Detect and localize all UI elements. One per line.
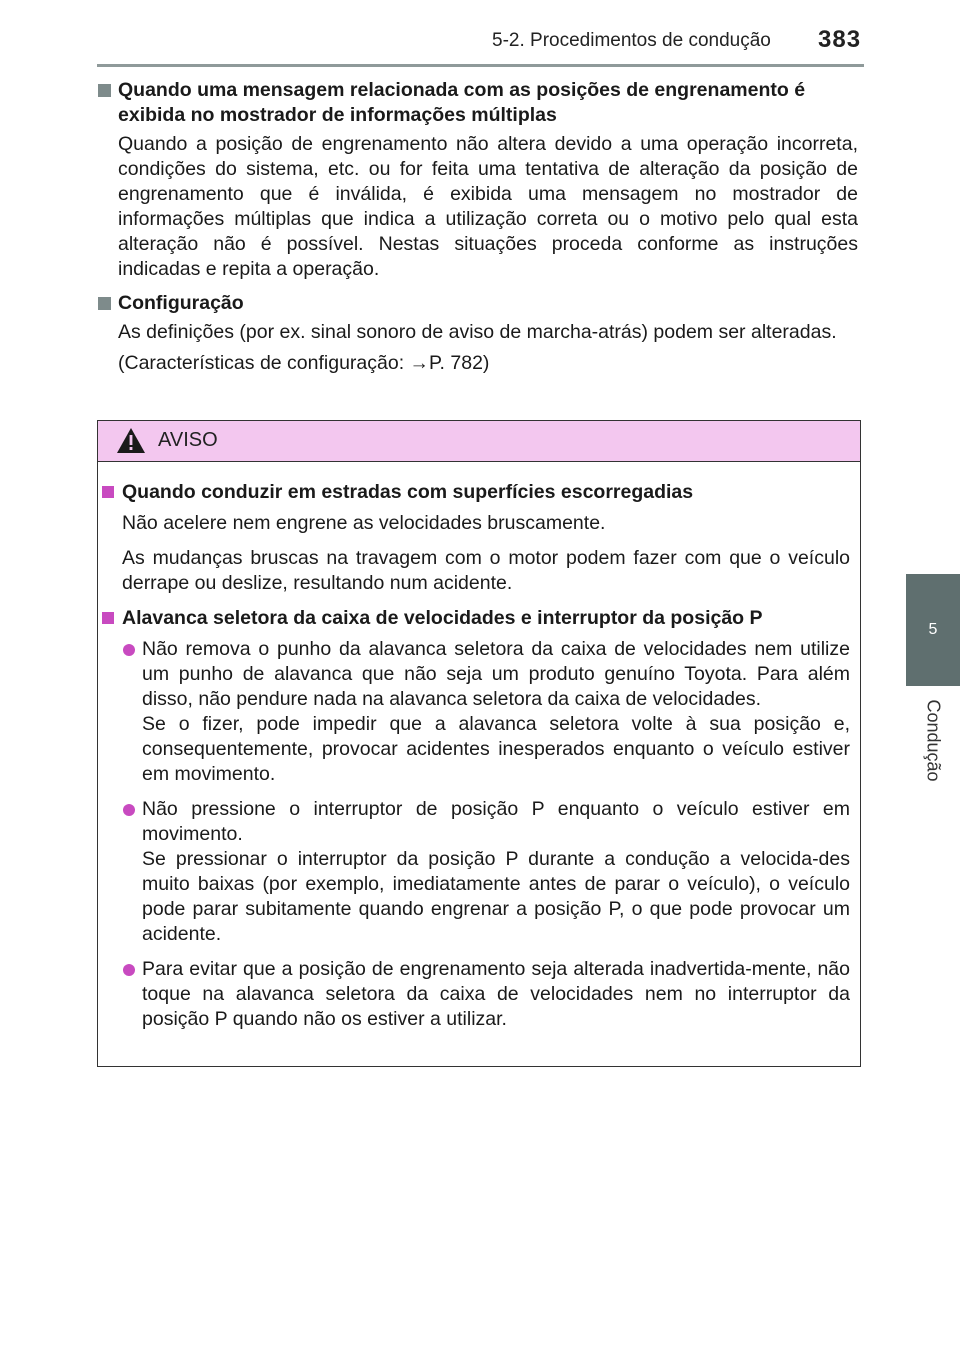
warning-section-title: Alavanca seletora da caixa de velocidades e interruptor da posição P (122, 607, 763, 629)
bullet-text: Não remova o punho da alavanca seletora da caixa de velocidades nem utilize um punho de alavanca que não seja um produto genuíno Toyota. Para além disso, não pendure nada na alavanca seletora da caixa de velocidades. (142, 638, 850, 710)
warning-bullet-item (102, 637, 850, 787)
circle-bullet-icon (123, 644, 135, 656)
chapter-label: Condução (923, 698, 944, 782)
warning-paragraph: As mudanças bruscas na travagem com o motor podem fazer com que o veículo derrape ou deslize, resultando num acidente. (122, 547, 850, 594)
warning-section-title: Quando conduzir em estradas com superfícies escorregadias (122, 481, 694, 503)
warning-paragraph: Não acelere nem engrene as velocidades bruscamente. (122, 512, 606, 534)
section-title: Quando uma mensagem relacionada com as posições de engrenamento é exibida no mostrador de informações múltiplas (118, 79, 806, 126)
chapter-tab-label (906, 690, 960, 790)
section-paragraph: As definições (por ex. sinal sonoro de aviso de marcha-atrás) podem ser alteradas. (118, 321, 837, 343)
warning-box (97, 420, 861, 1067)
square-bullet-icon (98, 84, 111, 97)
square-bullet-icon (98, 297, 111, 310)
warning-title: AVISO (158, 429, 218, 451)
main-content (98, 78, 858, 376)
chapter-number: 5 (928, 621, 938, 638)
warning-bullet-item (102, 797, 850, 947)
header-section-title: 5-2. Procedimentos de condução (492, 30, 771, 51)
warning-body (98, 462, 860, 1032)
bullet-text: Não pressione o interruptor de posição P enquanto o veículo estiver em movimento. (142, 798, 850, 845)
section-heading (98, 291, 858, 316)
warning-section-heading (102, 606, 850, 631)
square-bullet-icon (102, 612, 114, 624)
warning-section-heading (102, 480, 850, 505)
chapter-tab-number (906, 574, 960, 686)
section-paragraph: Quando a posição de engrenamento não altera devido a uma operação incorreta, condições do sistema, etc. ou for feita uma tentativa de alteração da posição de engrenamento que é inválida, é exibida uma mensagem no mostrador de informações múltiplas que indica a utilização correta ou o motivo pelo qual esta alteração não é possível. Nestas situações proceda conforme as instruções indicadas e repita a operação. (118, 133, 858, 280)
bullet-text: Se o fizer, pode impedir que a alavanca seletora volte à sua posição e, consequentemente, provocar acidentes inesperados enquanto o veículo estiver em movimento. (142, 713, 850, 785)
section-reference: (Características de configuração: →P. 782) (118, 352, 490, 374)
bullet-text: Se pressionar o interruptor da posição P durante a condução a velocida-des muito baixas (por exemplo, imediatamente antes de parar o veículo), o veículo pode parar subitamente quando engrenar a posição P, o que pode provocar um acidente. (142, 848, 850, 945)
circle-bullet-icon (123, 964, 135, 976)
circle-bullet-icon (123, 804, 135, 816)
warning-triangle-icon (116, 427, 146, 454)
header-rule (97, 64, 864, 67)
square-bullet-icon (102, 486, 114, 498)
page-number: 383 (818, 26, 862, 53)
warning-header (98, 421, 860, 462)
section-title: Configuração (118, 292, 244, 314)
warning-bullet-item (102, 957, 850, 1032)
bullet-text: Para evitar que a posição de engrenamento seja alterada inadvertida-mente, não toque na alavanca seletora da caixa de velocidades nem no interruptor da posição P quando não os estiver a utilizar. (142, 958, 850, 1030)
section-heading (98, 78, 858, 128)
